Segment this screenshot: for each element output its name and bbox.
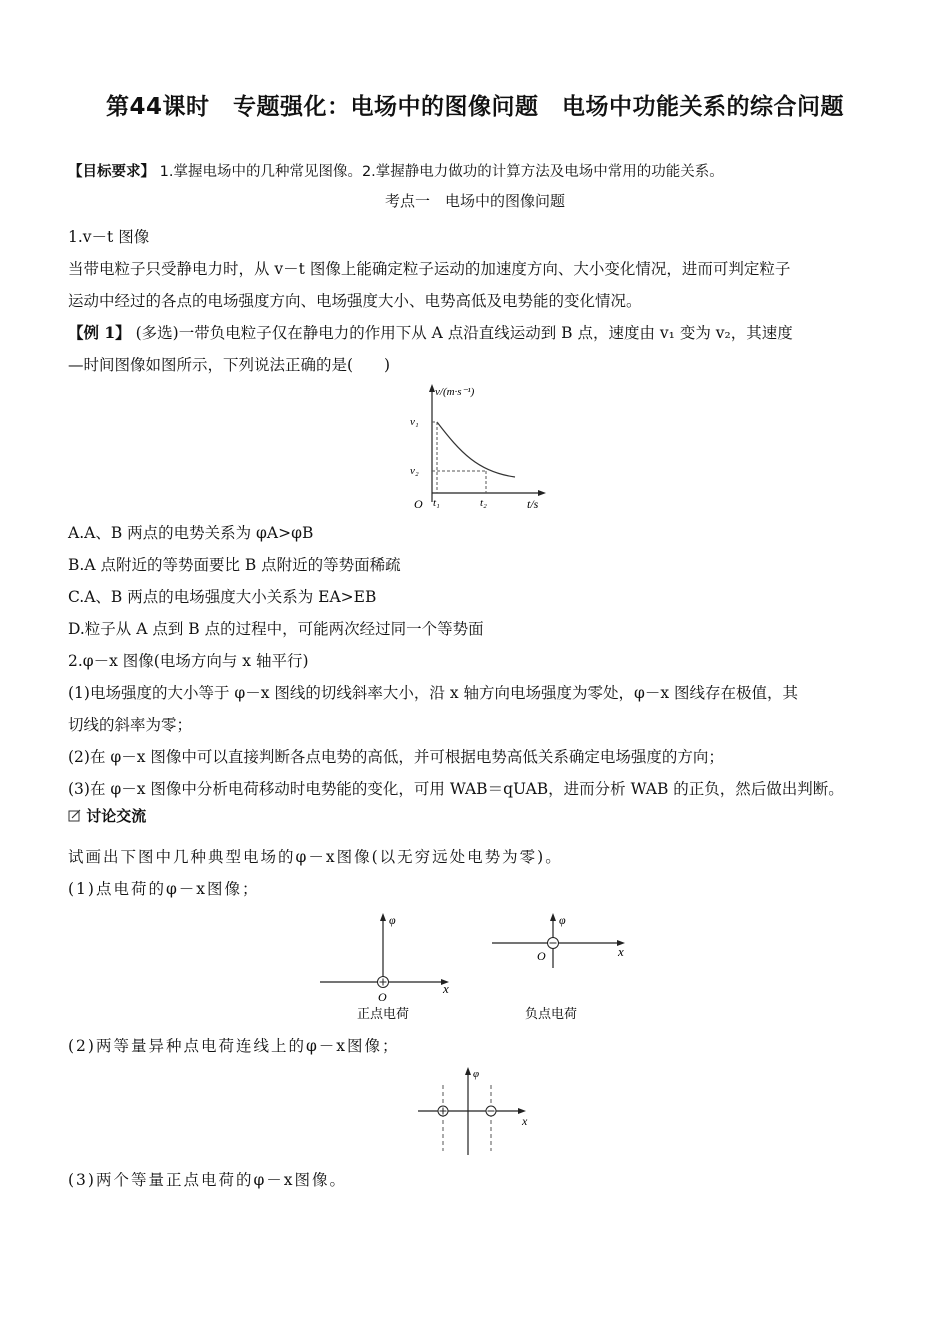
example-1-text: (多选)一带负电粒子仅在静电力的作用下从 A 点沿直线运动到 B 点，速度由 v₁ 变为 v₂，其速度 — [130, 324, 793, 342]
vt-v2-label: v₂ — [410, 465, 419, 477]
page-title: 第44课时 专题强化：电场中的图像问题 电场中功能关系的综合问题 — [105, 94, 844, 120]
vt-v1-label: v₁ — [410, 416, 419, 428]
neg-origin-label: O — [537, 949, 546, 963]
neg-caption: 负点电荷 — [525, 1006, 578, 1021]
pos-phi-arrow-icon — [380, 913, 386, 921]
example-1-line-1 — [68, 318, 793, 348]
dipole-phi-label: φ — [473, 1068, 480, 1080]
pos-phi-label: φ — [389, 913, 396, 927]
example-1-label: 【例 1】 — [68, 323, 131, 342]
example-1-line-2: —时间图像如图所示，下列说法正确的是( ) — [68, 356, 391, 374]
neg-phi-label: φ — [559, 913, 566, 927]
goal-text: 1.掌握电场中的几种常见图像。2.掌握静电力做功的计算方法及电场中常用的功能关系。 — [155, 164, 724, 180]
edit-note-icon — [68, 809, 81, 822]
phix-heading: 2.φ－x 图像(电场方向与 x 轴平行) — [68, 652, 309, 670]
pos-origin-label: O — [378, 990, 387, 1004]
vt-origin-label: O — [414, 497, 423, 511]
section-heading: 考点一 电场中的图像问题 — [384, 192, 565, 210]
vt-paragraph-line-2: 运动中经过的各点的电场强度方向、电场强度大小、电势高低及电势能的变化情况。 — [68, 292, 642, 310]
vt-heading: 1.v－t 图像 — [68, 228, 150, 246]
question-intro: 试画出下图中几种典型电场的φ－x图像(以无穷远处电势为零)。 — [68, 848, 563, 866]
discussion-label: 讨论交流 — [86, 807, 147, 825]
vt-t2-label: t₂ — [480, 497, 487, 509]
option-c: C.A、B 两点的电场强度大小关系为 EA>EB — [68, 588, 377, 606]
phix-point-3: (3)在 φ－x 图像中分析电荷移动时电势能的变化，可用 WAB＝qUAB，进而分析 WAB 的正负，然后做出判断。 — [68, 780, 844, 798]
question-1: (1)点电荷的φ－x图像； — [68, 880, 260, 898]
vt-t1-label: t₁ — [433, 497, 440, 509]
vt-xlabel: t/s — [527, 497, 539, 511]
vt-x-arrow-icon — [538, 490, 546, 496]
phix-point-1b: 切线的斜率为零； — [68, 716, 193, 734]
pos-caption: 正点电荷 — [357, 1006, 410, 1021]
vt-curve — [437, 422, 515, 477]
discussion-heading — [68, 801, 146, 831]
goal-label: 【目标要求】 — [68, 164, 155, 180]
negative-charge-axes — [487, 910, 637, 1025]
option-a: A.A、B 两点的电势关系为 φA>φB — [68, 524, 314, 542]
option-b: B.A 点附近的等势面要比 B 点附近的等势面稀疏 — [68, 556, 401, 574]
question-2: (2)两等量异种点电荷连线上的φ－x图像； — [68, 1037, 400, 1055]
dipole-axes — [412, 1063, 542, 1161]
vt-paragraph-line-1: 当带电粒子只受静电力时，从 v－t 图像上能确定粒子运动的加速度方向、大小变化情况，进而可判定粒子 — [68, 260, 791, 278]
pos-x-label: x — [443, 981, 449, 996]
vt-graph — [400, 382, 550, 514]
neg-x-label: x — [618, 944, 624, 959]
goal-requirements — [68, 157, 724, 187]
positive-charge-axes — [315, 910, 465, 1025]
option-d: D.粒子从 A 点到 B 点的过程中，可能两次经过同一个等势面 — [68, 620, 484, 638]
vt-ylabel: v/(m·s⁻¹) — [435, 386, 475, 398]
phix-point-1a: (1)电场强度的大小等于 φ－x 图线的切线斜率大小，沿 x 轴方向电场强度为零处，φ－x 图线存在极值，其 — [68, 684, 799, 702]
dipole-phi-arrow-icon — [465, 1067, 471, 1075]
phix-point-2: (2)在 φ－x 图像中可以直接判断各点电势的高低，并可根据电势高低关系确定电场强度的方向； — [68, 748, 724, 766]
dipole-x-label: x — [522, 1114, 528, 1128]
neg-phi-arrow-icon — [550, 913, 556, 921]
question-3: (3)两个等量正点电荷的φ－x图像。 — [68, 1171, 348, 1189]
